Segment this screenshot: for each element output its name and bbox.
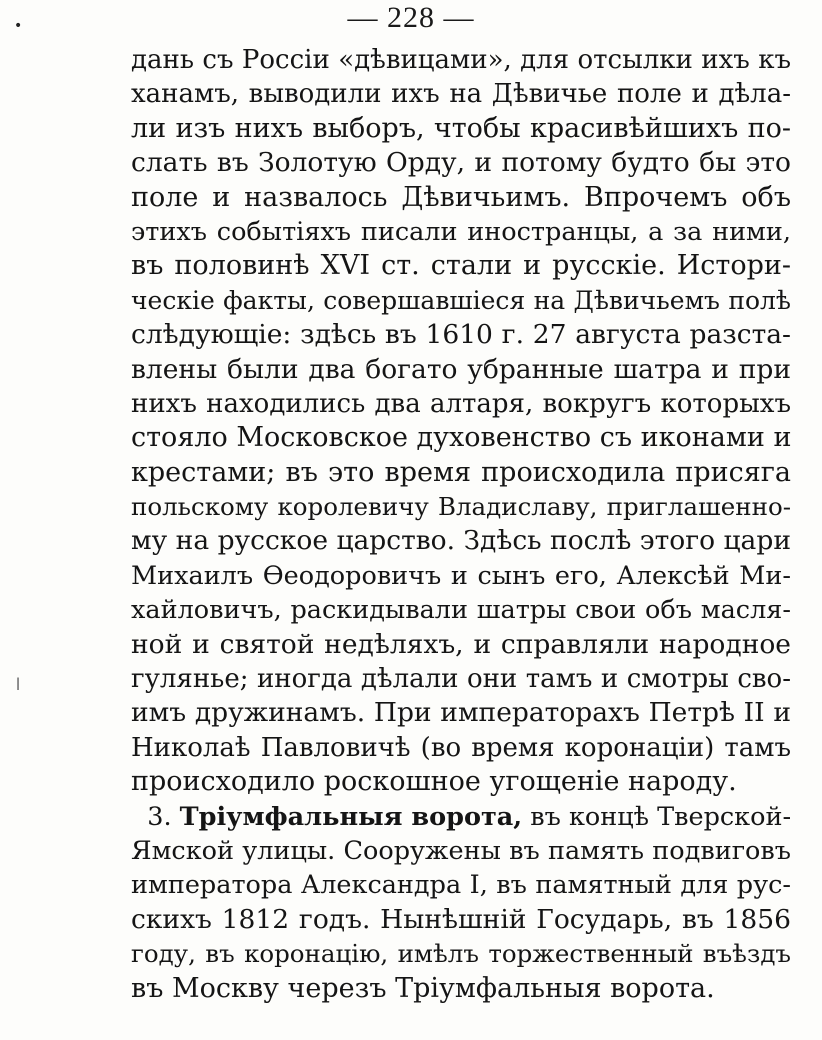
text-line: ческіе факты, совершавшіеся на Дѣвичьемъ полѣ [131, 285, 791, 315]
text-line: этихъ событіяхъ писали иностранцы, а за ними, [131, 216, 791, 247]
section-heading: Тріумфальныя ворота, [179, 801, 523, 832]
paragraph-1 [131, 43, 791, 800]
text-line: происходило роскошное угощеніе народу. [131, 766, 737, 798]
text-line: Николаѣ Павловичѣ (во время коронаціи) тамъ [131, 732, 791, 763]
section-3 [131, 800, 791, 1006]
margin-speck: • [14, 18, 23, 34]
section-heading-line [131, 800, 791, 834]
text-line: въ половинѣ XVI ст. стали и русскіе. Истори- [131, 250, 791, 282]
text-line: въ Москву черезъ Тріумфальныя ворота. [131, 972, 715, 1004]
text-line: скихъ 1812 годъ. Нынѣшній Государь, въ 1856 [131, 903, 791, 935]
text-body [131, 43, 791, 1006]
page-number: — 228 — [347, 1, 475, 34]
text-line: императора Александра I, въ памятный для рус- [131, 870, 791, 901]
text-line: польскому королевичу Владиславу, приглашенно- [131, 492, 791, 522]
text-line: Ямской улицы. Сооружены въ память подвиговъ [131, 835, 791, 866]
text-line: му на русское царство. Здѣсь послѣ этого цари [131, 525, 791, 557]
section-number: 3. [147, 801, 172, 832]
text-line: гулянье; иногда дѣлали они тамъ и смотры сво- [131, 664, 791, 695]
section-heading-rest: въ концѣ Тверской- [530, 801, 792, 832]
text-line: поле и назвалось Дѣвичьимъ. Впрочемъ объ [131, 181, 791, 213]
text-line: ханамъ, выводили ихъ на Дѣвичье поле и дѣла- [131, 79, 791, 110]
text-line: Михаилъ Ѳеодоровичъ и сынъ его, Алексѣй Ми- [131, 560, 791, 591]
text-line: ли изъ нихъ выборъ, чтобы красивѣйшихъ по- [131, 112, 791, 144]
text-line: слѣдующіе: здѣсь въ 1610 г. 27 августа разста- [131, 319, 791, 351]
margin-speck: | [16, 676, 21, 690]
text-line: стояло Московское духовенство съ иконами и [131, 422, 792, 454]
text-line: влены были два богато убранные шатра и при [131, 353, 791, 385]
text-line: ной и святой недѣляхъ, и справляли народное [131, 628, 791, 660]
text-line: дань съ Россіи «дѣвицами», для отсылки ихъ къ [131, 45, 791, 75]
text-line: хайловичъ, раскидывали шатры свои объ масля- [131, 595, 791, 626]
text-line: имъ дружинамъ. При императорахъ Петрѣ II и [131, 697, 791, 729]
text-line: году, въ коронацію, имѣлъ торжественный въѣздъ [131, 939, 791, 969]
text-line: слать въ Золотую Орду, и потому будто бы это [131, 147, 791, 179]
text-line: нихъ находились два алтаря, вокругъ которыхъ [131, 388, 791, 419]
text-line: крестами; въ это время происходила присяга [131, 456, 791, 488]
